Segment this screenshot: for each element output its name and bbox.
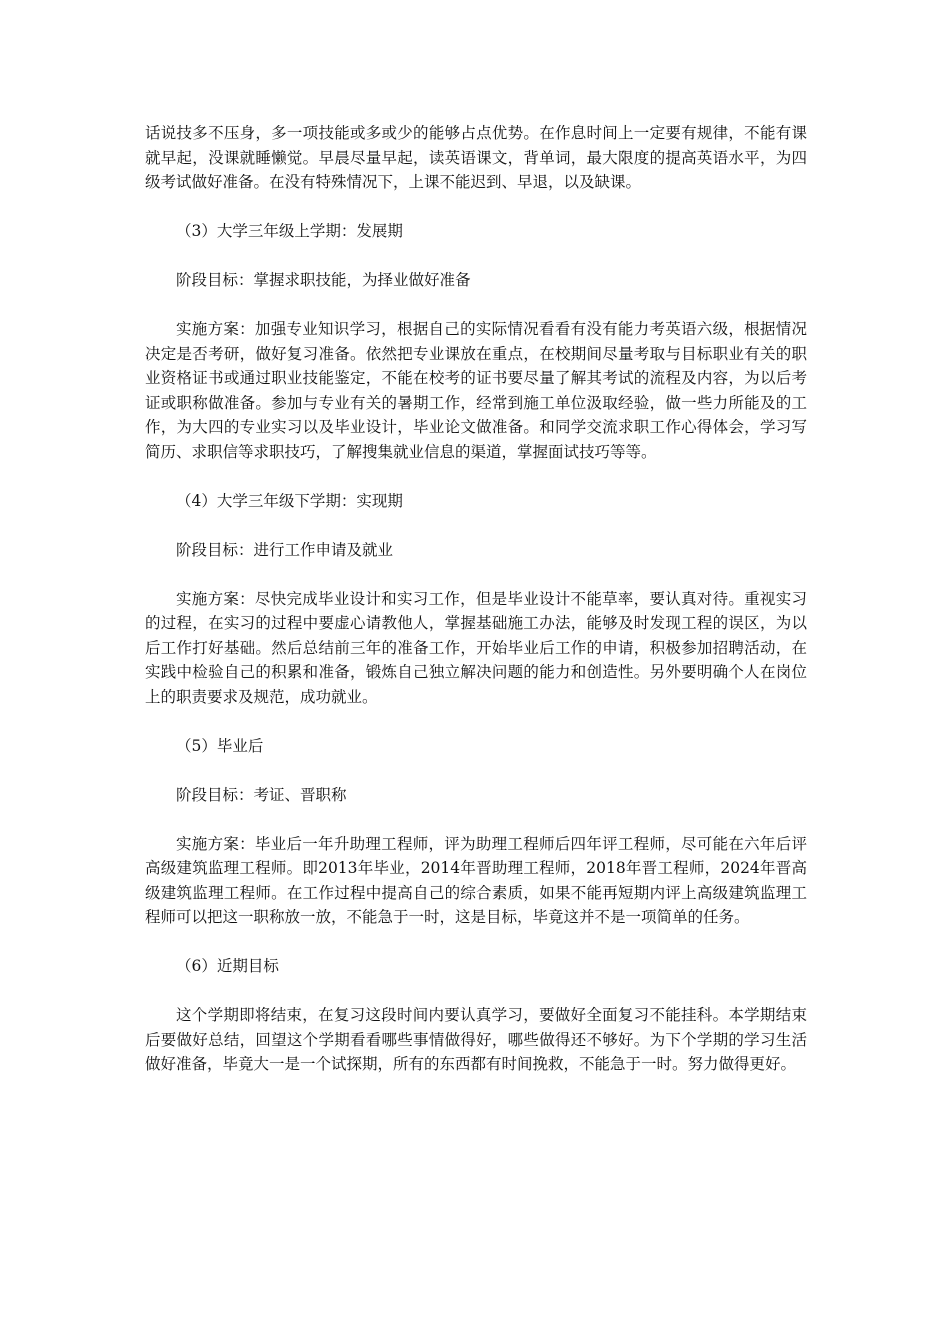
heading-junior-first-term: （3）大学三年级上学期：发展期 (176, 222, 403, 240)
goal-junior-second-term: 阶段目标：进行工作申请及就业 (176, 540, 394, 559)
plan-junior-first-term: 实施方案：加强专业知识学习，根据自己的实际情况看看有没有能力考英语六级，根据情况决定是否考研，做好复习准备。依然把专业课放在重点，在校期间尽量考取与目标职业有关的职业资格证书或通过职业技能鉴定，不能在校考的证书要尽量了解其考试的流程及内容，为以后考证或职称做准备。参加与专业有关的暑期工作，经常到施工单位汲取经验，做一些力所能及的工作，为大四的专业实习以及毕业设计，毕业论文做准备。和同学交流求职工作心得体会，学习写简历、求职信等求职技巧，了解搜集就业信息的渠道，掌握面试技巧等等。 (145, 320, 807, 461)
plan-near-term-goal: 这个学期即将结束，在复习这段时间内要认真学习，要做好全面复习不能挂科。本学期结束后要做好总结，回望这个学期看看哪些事情做得好，哪些做得还不够好。为下个学期的学习生活做好准备，毕竟大一是一个试探期，所有的东西都有时间挽救，不能急于一时。努力做得更好。 (145, 1006, 807, 1073)
heading-junior-second-term: （4）大学三年级下学期：实现期 (176, 491, 403, 510)
heading-after-graduation: （5）毕业后 (176, 736, 264, 755)
goal-junior-first-term: 阶段目标：掌握求职技能，为择业做好准备 (176, 271, 471, 289)
heading-near-term-goal: （6）近期目标 (176, 957, 279, 975)
document-page (145, 121, 807, 1101)
goal-after-graduation: 阶段目标：考证、晋职称 (176, 785, 347, 804)
paragraph-skills-schedule: 话说技多不压身，多一项技能或多或少的能够占点优势。在作息时间上一定要有规律，不能有课就早起，没课就睡懒觉。早晨尽量早起，读英语课文，背单词，最大限度的提高英语水平，为四级考试做好准备。在没有特殊情况下，上课不能迟到、早退，以及缺课。 (145, 124, 807, 191)
plan-after-graduation: 实施方案：毕业后一年升助理工程师，评为助理工程师后四年评工程师，尽可能在六年后评高级建筑监理工程师。即2013年毕业，2014年晋助理工程师，2018年晋工程师，2024年晋高级建筑监理工程师。在工作过程中提高自己的综合素质，如果不能再短期内评上高级建筑监理工程师可以把这一职称放一放，不能急于一时，这是目标，毕竟这并不是一项简单的任务。 (145, 834, 807, 926)
plan-junior-second-term: 实施方案：尽快完成毕业设计和实习工作，但是毕业设计不能草率，要认真对待。重视实习的过程，在实习的过程中要虚心请教他人，掌握基础施工办法，能够及时发现工程的误区，为以后工作打好基础。然后总结前三年的准备工作，开始毕业后工作的申请，积极参加招聘活动，在实践中检验自己的积累和准备，锻炼自己独立解决问题的能力和创造性。另外要明确个人在岗位上的职责要求及规范，成功就业。 (145, 589, 807, 706)
